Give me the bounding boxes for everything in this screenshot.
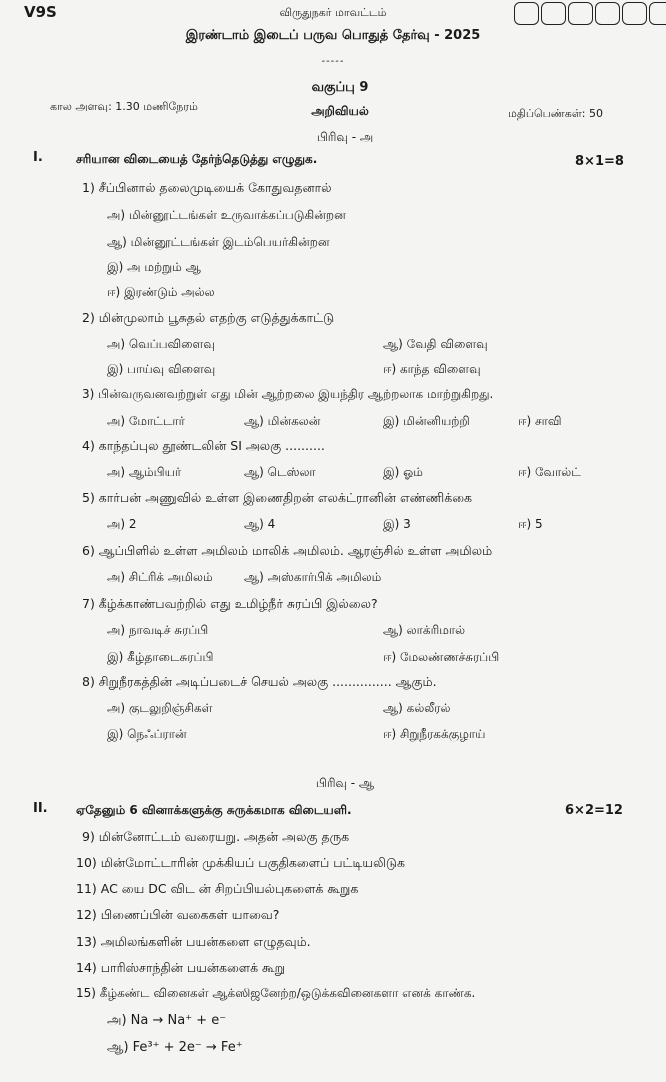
option: ஈ) வோல்ட் (518, 465, 581, 479)
question-9: 9) மின்னோட்டம் வரையறு. அதன் அலகு தருக (82, 829, 350, 844)
question-8: 8) சிறுநீரகத்தின் அடிப்படைச் செயல் அலகு ............... ஆகும். (82, 674, 437, 689)
exam-title: இரண்டாம் இடைப் பருவ பொதுத் தேர்வு - 2025 (185, 28, 481, 43)
question-13: 13) அமிலங்களின் பயன்களை எழுதவும். (76, 934, 311, 949)
option: ஆ) 4 (244, 517, 276, 531)
section-b-instruction: ஏதேனும் 6 வினாக்களுக்கு சுருக்கமாக விடையளி. (76, 803, 352, 817)
option: அ) சிட்ரிக் அமிலம் (107, 570, 213, 584)
section-b-title: பிரிவு - ஆ (315, 776, 375, 790)
question-6: 6) ஆப்பிளில் உள்ள அமிலம் மாலிக் அமிலம். ஆரஞ்சில் உள்ள அமிலம் (82, 543, 493, 558)
option: ஆ) அஸ்கார்பிக் அமிலம் (244, 570, 382, 584)
option: அ) குடலுறிஞ்சிகள் (107, 701, 213, 715)
option: ஆ) மின்கலன் (244, 414, 321, 428)
option: ஆ) டெஸ்லா (244, 465, 316, 479)
option: இ) கீழ்தாடைசுரப்பி (107, 650, 214, 664)
question-2: 2) மின்முலாம் பூசுதல் எதற்கு எடுத்துக்காட்டு (82, 310, 335, 325)
option: இ) பாய்வு விளைவு (107, 362, 216, 376)
max-marks-label: மதிப்பெண்கள்: 50 (508, 107, 603, 120)
district-title: விருதுநகர் மாவட்டம் (279, 6, 387, 19)
q15-part-b: ஆ) Fe³⁺ + 2e⁻ → Fe⁺ (107, 1040, 243, 1055)
question-3: 3) பின்வருவனவற்றுள் எது மின் ஆற்றலை இயந்திர ஆற்றலாக மாற்றுகிறது. (82, 387, 494, 401)
option: ஆ) மின்னூட்டங்கள் இடம்பெயர்கின்றன (107, 235, 330, 249)
paper-code: V9S (24, 3, 57, 21)
option: ஈ) மேலண்ணச்சுரப்பி (383, 650, 500, 664)
option: இ) மின்னியற்றி (383, 414, 470, 428)
class-label: வகுப்பு 9 (311, 80, 369, 95)
question-12: 12) பிணைப்பின் வகைகள் யாவை? (76, 907, 280, 922)
section-b-number: II. (33, 801, 48, 816)
option: ஈ) 5 (518, 517, 543, 531)
option: இ) ஓம் (383, 465, 423, 479)
option: அ) மோட்டார் (107, 414, 185, 428)
question-7: 7) கீழ்க்காண்பவற்றில் எது உமிழ்நீர் சுரப்பி இல்லை? (82, 596, 378, 611)
option: அ) 2 (107, 517, 137, 531)
option: அ) வெப்பவிளைவு (107, 337, 215, 351)
question-11: 11) AC யை DC விட ன் சிறப்பியல்புகளைக் கூறுக (76, 881, 359, 896)
duration-label: கால அளவு: 1.30 மணிநேரம் (50, 100, 198, 113)
section-a-title: பிரிவு - அ (316, 130, 374, 144)
section-a-instruction: சரியான விடையைத் தேர்ந்தெடுத்து எழுதுக. (76, 152, 318, 166)
header-divider: ----- (321, 56, 345, 67)
option: இ) அ மற்றும் ஆ (107, 260, 201, 274)
option: இ) நெஃப்ரான் (107, 727, 187, 741)
question-5: 5) கார்பன் அணுவில் உள்ள இணைதிறன் எலக்ட்ரானின் எண்ணிக்கை (82, 490, 473, 505)
option: ஆ) லாக்ரிமால் (383, 623, 466, 637)
subject-label: அறிவியல் (311, 104, 369, 118)
option: ஆ) கல்லீரல் (383, 701, 451, 715)
question-15: 15) கீழ்கண்ட வினைகள் ஆக்ஸிஜனேற்ற/ஒடுக்கவினைகளா எனக் காண்க. (76, 986, 476, 1000)
option: அ) மின்னூட்டங்கள் உருவாக்கப்படுகின்றன (107, 208, 346, 222)
option: ஈ) காந்த விளைவு (383, 362, 481, 376)
section-b-marks: 6×2=12 (565, 803, 623, 818)
question-10: 10) மின்மோட்டாரின் முக்கியப் பகுதிகளைப் பட்டியலிடுக (76, 855, 406, 870)
question-14: 14) பாரிஸ்சாந்தின் பயன்களைக் கூறு (76, 960, 286, 975)
option: ஆ) வேதி விளைவு (383, 337, 488, 351)
section-a-number: I. (33, 150, 43, 165)
option: ஈ) சாவி (518, 414, 562, 428)
option: இ) 3 (383, 517, 411, 531)
option: அ) ஆம்பியர் (107, 465, 182, 479)
option: அ) நாவடிச் சுரப்பி (107, 623, 209, 637)
section-a-marks: 8×1=8 (575, 154, 624, 169)
option: ஈ) சிறுநீரகக்குழாய் (383, 727, 486, 741)
question-1: 1) சீப்பினால் தலைமுடியைக் கோதுவதனால் (82, 180, 332, 195)
option: ஈ) இரண்டும் அல்ல (107, 285, 215, 299)
q15-part-a: அ) Na → Na⁺ + e⁻ (107, 1013, 227, 1028)
question-4: 4) காந்தப்புல தூண்டலின் SI அலகு .......... (82, 438, 325, 453)
